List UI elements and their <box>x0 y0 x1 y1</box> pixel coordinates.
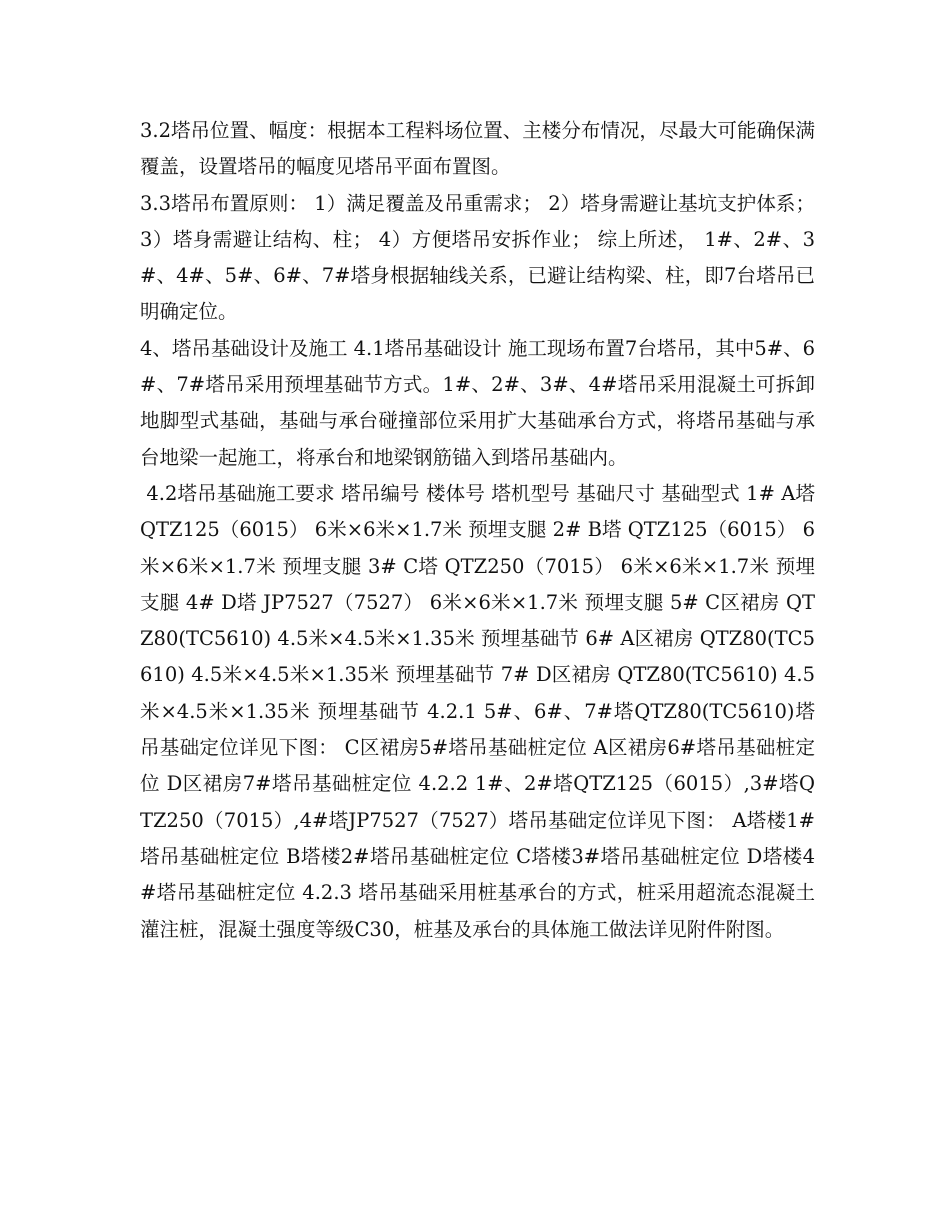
document-body <box>140 113 822 948</box>
paragraph-3-3: 3.3塔吊布置原则： 1）满足覆盖及吊重需求； 2）塔身需避让基坑支护体系； 3）塔身需避让结构、柱； 4）方便塔吊安拆作业； 综上所述， 1#、2#、3#、4#、5#、6#、7#塔身根据轴线关系，已避让结构梁、柱，即7台塔吊已明确定位。 <box>140 191 822 324</box>
paragraph-3-2: 3.2塔吊位置、幅度：根据本工程料场位置、主楼分布情况，尽最大可能确保满覆盖，设置塔吊的幅度见塔吊平面布置图。 <box>140 119 815 179</box>
paragraph-4-1: 4、塔吊基础设计及施工 4.1塔吊基础设计 施工现场布置7台塔吊，其中5#、6#、7#塔吊采用预埋基础节方式。1#、2#、3#、4#塔吊采用混凝土可拆卸地脚型式基础，基础与承台碰撞部位采用扩大基础承台方式，将塔吊基础与承台地梁一起施工，将承台和地梁钢筋锚入到塔吊基础内。 <box>140 336 815 469</box>
paragraph-4-2: 4.2塔吊基础施工要求 塔吊编号 楼体号 塔机型号 基础尺寸 基础型式 1# A塔 QTZ125（6015） 6米×6米×1.7米 预埋支腿 2# B塔 QTZ125（6015） 6米×6米×1.7米 预埋支腿 3# C塔 QTZ250（7015） 6米×6米×1.7米 预埋支腿 4# D塔 JP7527（7527） 6米×6米×1.7米 预埋支腿 5# C区裙房 QTZ80(TC5610) 4.5米×4.5米×1.35米 预埋基础节 6# A区裙房 QTZ80(TC5610) 4.5米×4.5米×1.35米 预埋基础节 7# D区裙房 QTZ80(TC5610) 4.5米×4.5米×1.35米 预埋基础节 4.2.1 5#、6#、7#塔QTZ80(TC5610)塔吊基础定位详见下图： C区裙房5#塔吊基础桩定位 A区裙房6#塔吊基础桩定位 D区裙房7#塔吊基础桩定位 4.2.2 1#、2#塔QTZ125（6015）,3#塔QTZ250（7015）,4#塔JP7527（7527）塔吊基础定位详见下图： A塔楼1#塔吊基础桩定位 B塔楼2#塔吊基础桩定位 C塔楼3#塔吊基础桩定位 D塔楼4#塔吊基础桩定位 4.2.3 塔吊基础采用桩基承台的方式，桩采用超流态混凝土灌注桩，混凝土强度等级C30，桩基及承台的具体施工做法详见附件附图。 <box>140 481 822 941</box>
